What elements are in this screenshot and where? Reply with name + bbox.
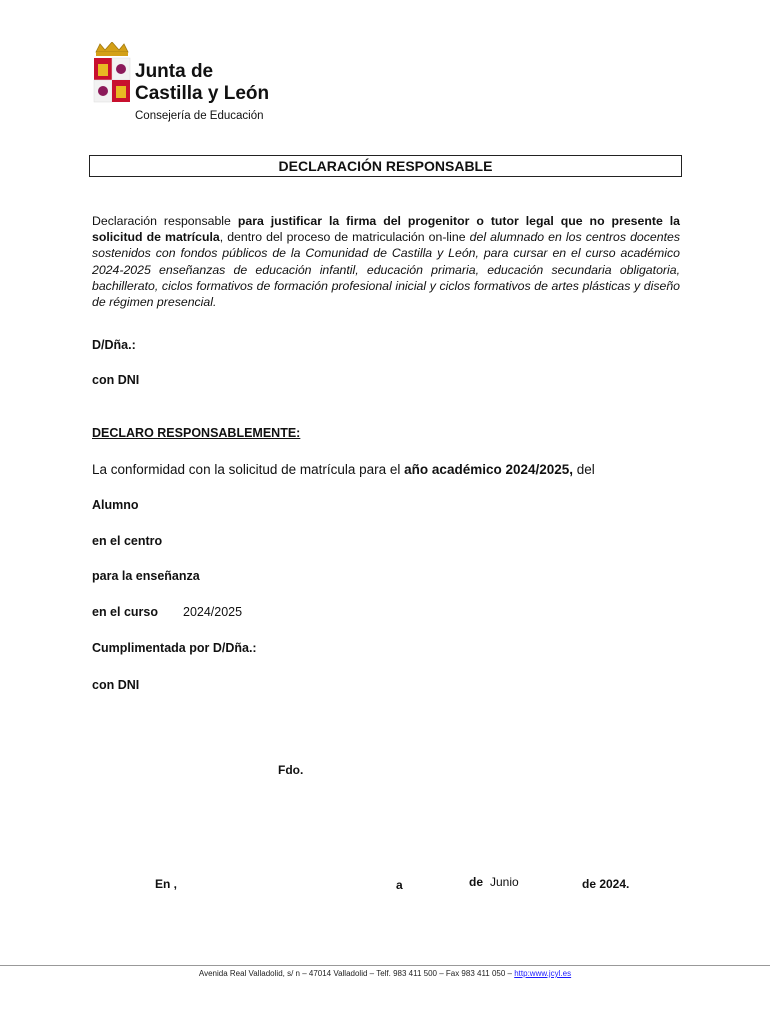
footer-link[interactable]: http:www.jcyl.es	[514, 969, 572, 978]
conformidad-line	[92, 462, 595, 477]
month-value: Junio	[490, 875, 519, 889]
logo-text-line2: Castilla y León	[135, 83, 270, 104]
month-prefix: de	[469, 875, 484, 889]
curso-value: 2024/2025	[183, 605, 243, 619]
intro-italic-1: del alumnado en los centros docentes sostenidos con fondos públicos de la Comunidad de Castilla y León, para cursar en el curso académico 2024-2025 enseñanzas de educación infantil, educación primaria, educación secundaria obligatoria, bachillerato, ciclos formativos de formación profesional inicial y ciclos formativos de artes plásticas y diseño de régimen presencial.	[92, 230, 680, 310]
intro-text-2: , dentro del proceso de matriculación on-line	[219, 230, 470, 245]
cumplimentada-label: Cumplimentada por D/Dña.:	[92, 641, 257, 655]
ensenanza-label: para la enseñanza	[92, 569, 200, 583]
intro-text-1: Declaración responsable	[92, 214, 238, 228]
alumno-label: Alumno	[92, 498, 139, 512]
place-label: En ,	[155, 877, 178, 891]
conformidad-text: La conformidad con la solicitud de matrícula para el	[92, 462, 405, 477]
footer-divider	[0, 965, 770, 966]
logo-text-line3: Consejería de Educación	[135, 110, 264, 122]
dni2-label: con DNI	[92, 678, 140, 692]
footer	[0, 969, 770, 978]
intro-paragraph	[92, 213, 680, 310]
declaro-heading: DECLARO RESPONSABLEMENTE:	[92, 426, 301, 440]
firma-label: Fdo.	[278, 763, 304, 777]
year-label: de 2024.	[582, 877, 630, 891]
day-label: a	[396, 878, 403, 892]
logo-text-line1: Junta de	[135, 61, 214, 82]
footer-address: Avenida Real Valladolid, s/ n – 47014 Valladolid – Telf. 983 411 500 – Fax 983 411 050 –	[198, 969, 515, 978]
dona-label: D/Dña.:	[92, 338, 136, 352]
document-title: DECLARACIÓN RESPONSABLE	[89, 155, 682, 177]
intro-bold-1: para justificar la firma del progenitor o tutor legal que no presente la solicitud de matrícula	[92, 214, 680, 245]
coat-of-arms-icon	[92, 42, 132, 104]
conformidad-bold: año académico 2024/2025,	[404, 462, 574, 477]
centro-label: en el centro	[92, 534, 163, 548]
dni-label: con DNI	[92, 373, 140, 387]
conformidad-end: del	[573, 462, 595, 477]
curso-label: en el curso	[92, 605, 158, 619]
